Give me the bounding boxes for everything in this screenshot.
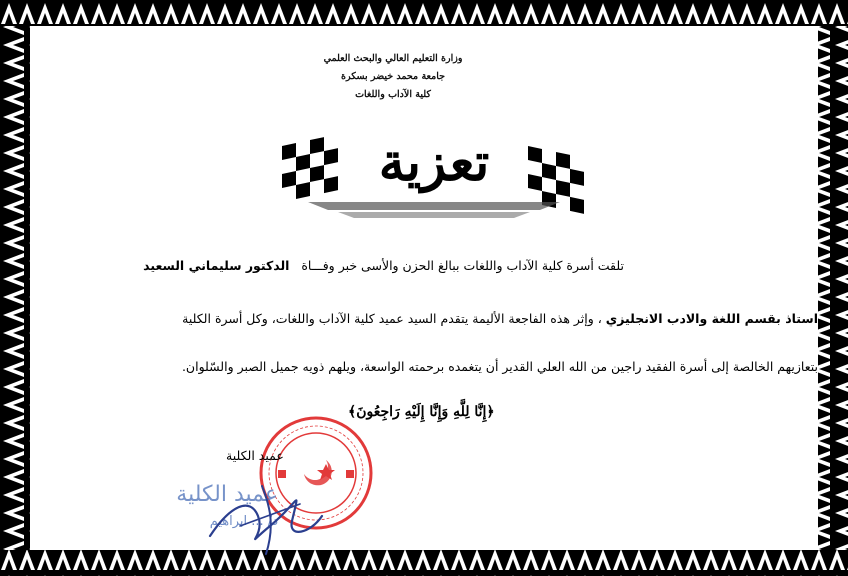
dean-label: عميد الكلية xyxy=(226,448,284,463)
body-line-2-text: ، وإثر هذه الفاجعة الأليمة يتقدم السيد عميد كلية الآداب واللغات، وكل أسرة الكلية xyxy=(182,311,602,326)
body-line-1-text: تلقت أسرة كلية الآداب واللغات ببالغ الحزن والأسى خبر وفـــاة xyxy=(301,258,624,273)
body-line-3 xyxy=(30,359,818,374)
body-line-2 xyxy=(30,311,818,326)
ministry-name: وزارة التعليم العالي والبحث العلمي xyxy=(323,53,463,64)
faculty-name: كلية الآداب واللغات xyxy=(355,89,431,100)
university-name: جامعة محمد خيضر بسكرة xyxy=(341,71,445,82)
title-block xyxy=(278,126,590,226)
title-heading: تعزية xyxy=(378,132,490,193)
stamp-name: د/ ... ابراهيم xyxy=(209,514,278,529)
handwritten-signature-icon xyxy=(200,466,330,556)
deceased-title: استاذ بقسم اللغة والادب الانجليزي xyxy=(605,311,818,326)
body-line-3-text: بتعازيهم الخالصة إلى أسرة الفقيد راجين من الله العلي القدير أن يتغمده برحمته الواسعة، ويلهم ذويه جميل الصبر والسّلوان. xyxy=(181,359,818,374)
body-line-1 xyxy=(30,258,624,273)
institution-header xyxy=(318,50,468,104)
condolence-document xyxy=(30,26,818,550)
deceased-name: الدكتور سليماني السعيد xyxy=(143,258,290,273)
quran-verse: ﴿إِنَّا لِلَّهِ وَإِنَّا إِلَيْهِ رَاجِعُونَ﴾ xyxy=(348,404,495,420)
stamp-title: عميد الكلية xyxy=(176,482,278,507)
